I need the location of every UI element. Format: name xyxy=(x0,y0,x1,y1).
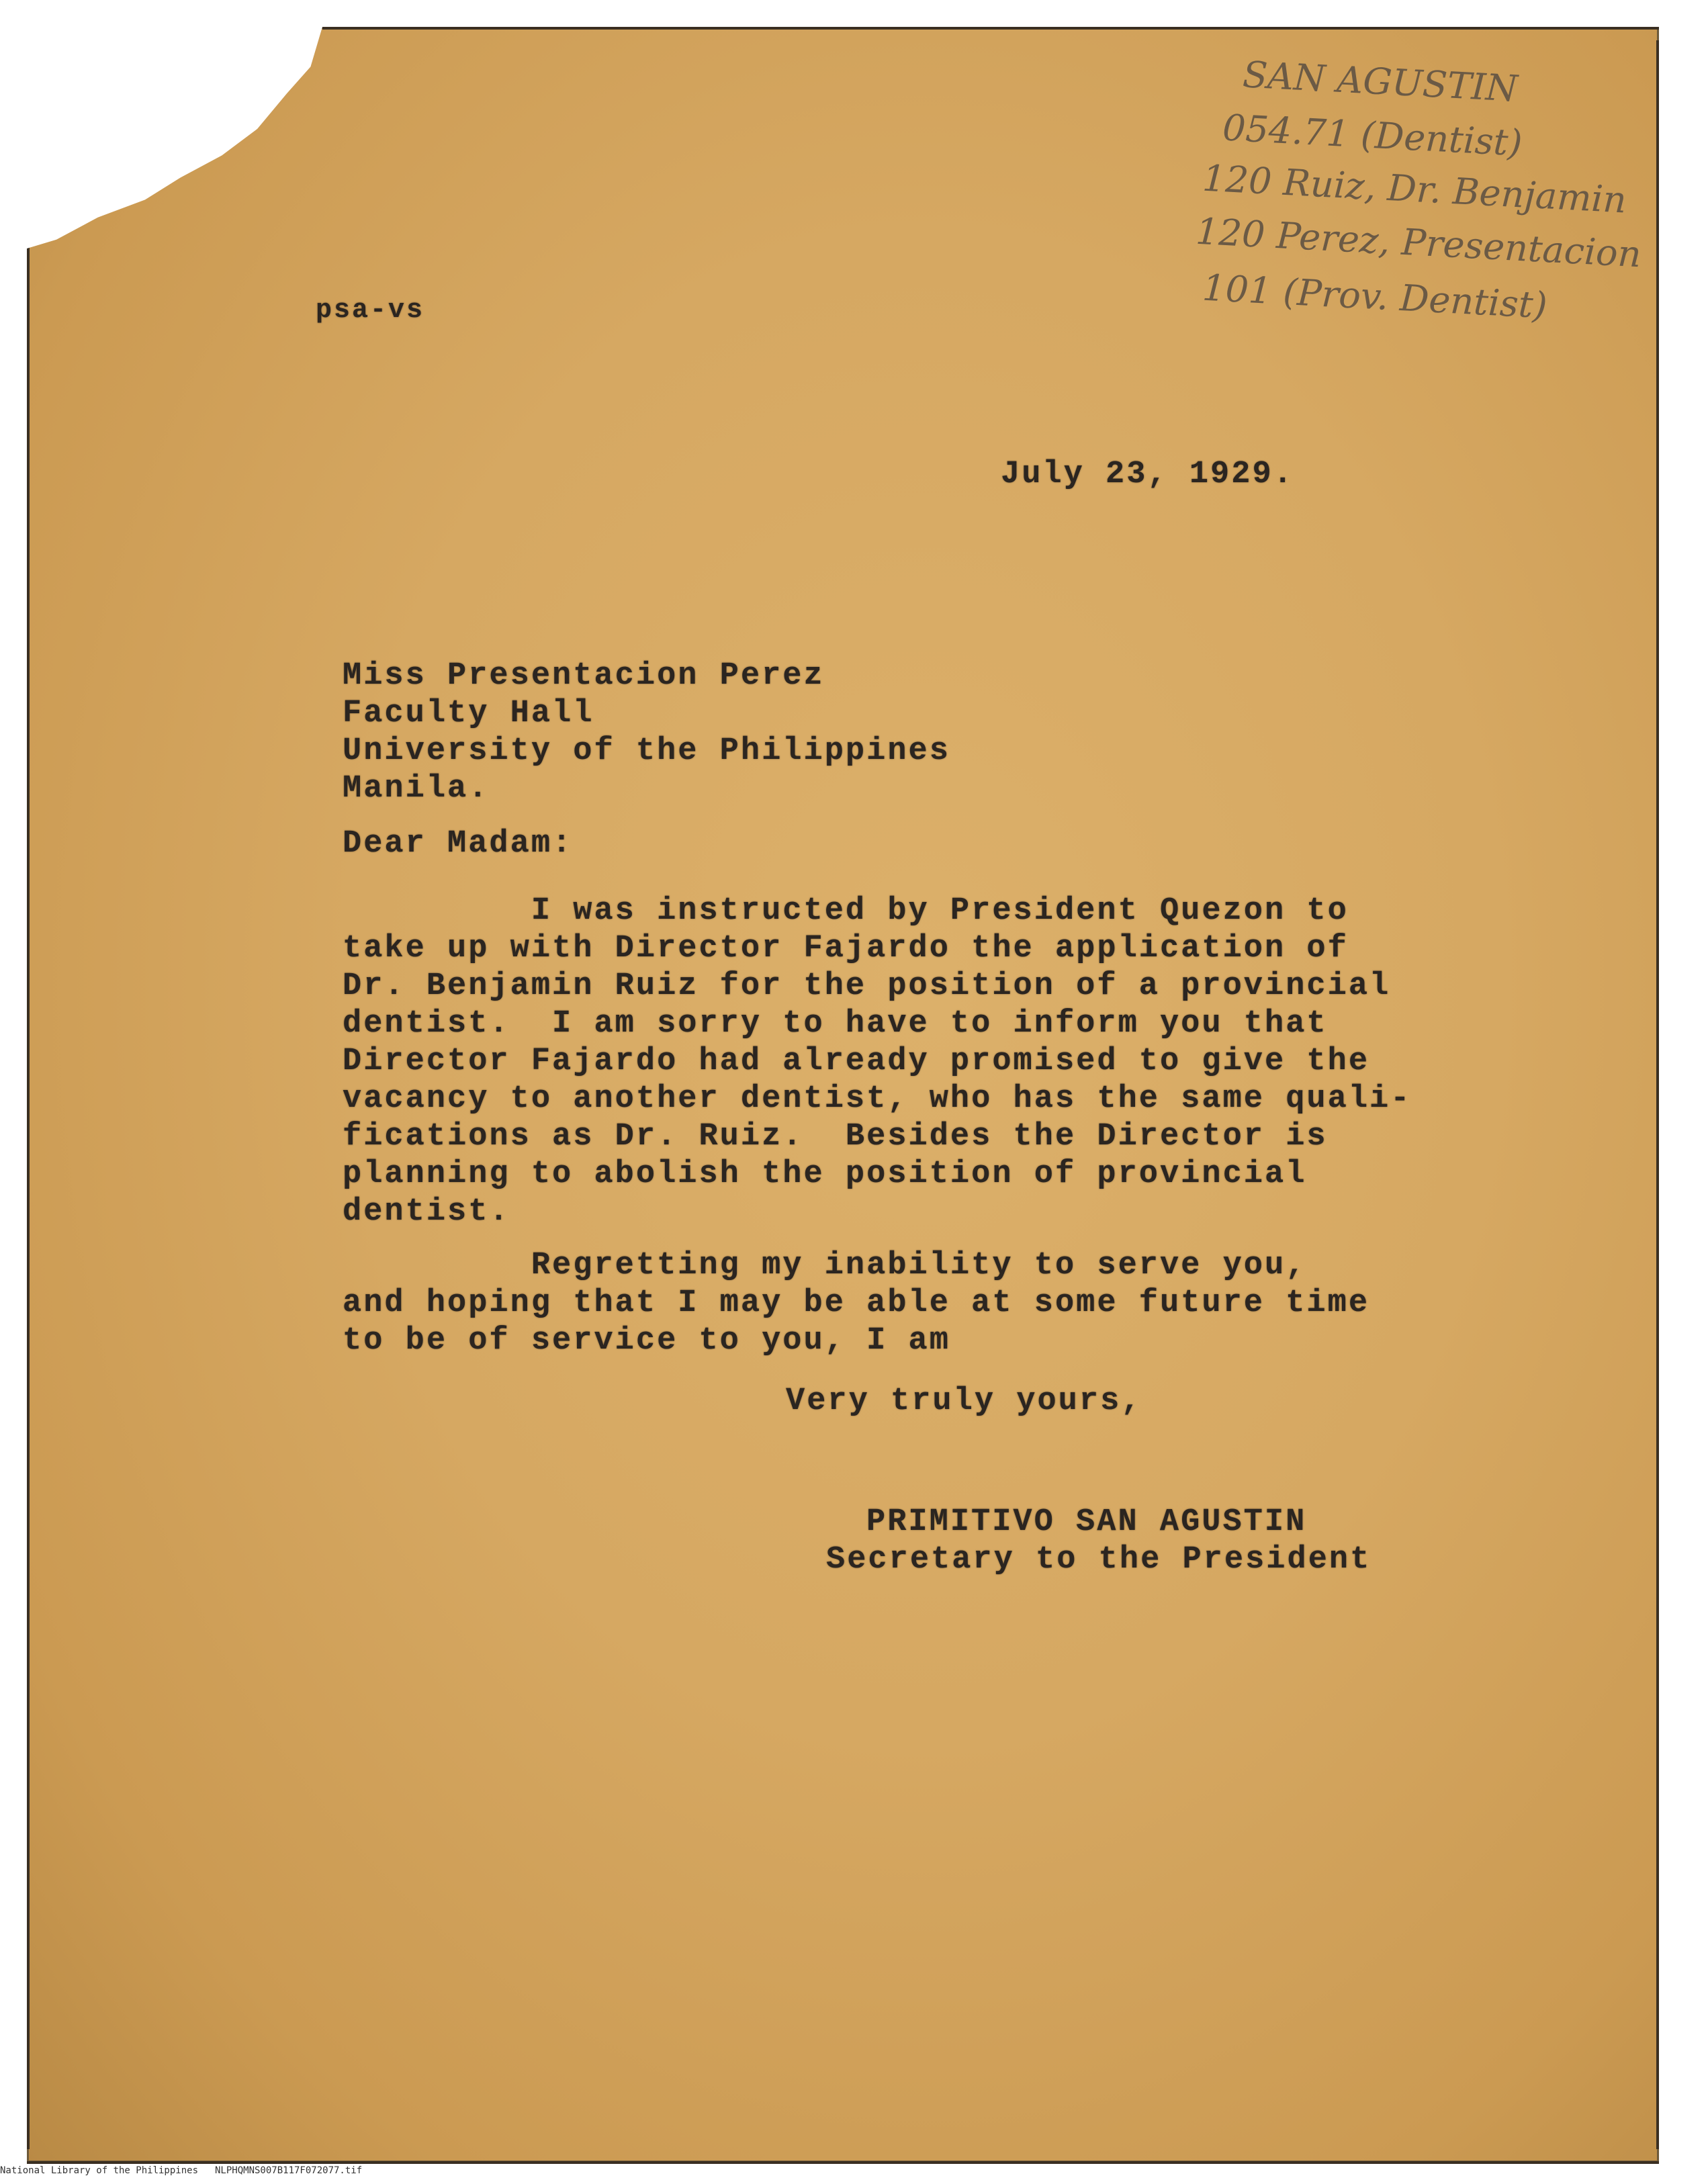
body-line: planning to abolish the position of provincial xyxy=(343,1156,1307,1192)
body-line: Dr. Benjamin Ruiz for the position of a provincial xyxy=(343,968,1391,1004)
handwritten-note-1: SAN AGUSTIN xyxy=(1241,53,1519,110)
body-line: vacancy to another dentist, who has the same quali- xyxy=(343,1081,1412,1117)
handwritten-note-4: 120 Perez, Presentacion xyxy=(1194,210,1643,276)
paper-edge-right xyxy=(1656,40,1659,2149)
paper-edge-bottom xyxy=(27,2161,1659,2164)
handwritten-note-5: 101 (Prov. Dentist) xyxy=(1201,266,1549,327)
recipient-line: Manila. xyxy=(343,771,490,807)
recipient-line: Faculty Hall xyxy=(343,696,594,731)
footer-file-id: NLPHQMNS007B117F072077.tif xyxy=(215,2165,363,2176)
signer-title: Secretary to the President xyxy=(826,1542,1372,1578)
body-line: Regretting my inability to serve you, xyxy=(343,1248,1307,1283)
recipient-line: University of the Philippines xyxy=(343,733,950,769)
paper-edge-top xyxy=(322,27,1659,30)
body-line: I was instructed by President Quezon to xyxy=(343,893,1349,929)
recipient-line: Miss Presentacion Perez xyxy=(343,658,825,694)
footer-library: National Library of the Philippines xyxy=(0,2165,199,2176)
signer-name: PRIMITIVO SAN AGUSTIN xyxy=(866,1504,1307,1540)
body-line: take up with Director Fajardo the application of xyxy=(343,931,1349,966)
closing: Very truly yours, xyxy=(786,1383,1142,1419)
body-line: fications as Dr. Ruiz. Besides the Director is xyxy=(343,1119,1328,1154)
handwritten-note-2: 054.71 (Dentist) xyxy=(1221,106,1524,165)
body-line: Director Fajardo had already promised to give the xyxy=(343,1044,1370,1079)
salutation: Dear Madam: xyxy=(343,826,574,862)
reference-initials: psa-vs xyxy=(316,296,425,326)
body-line: to be of service to you, I am xyxy=(343,1323,950,1359)
letter-date: July 23, 1929. xyxy=(1001,457,1294,492)
body-line: dentist. xyxy=(343,1194,510,1230)
body-line: and hoping that I may be able at some future time xyxy=(343,1285,1370,1321)
handwritten-note-3: 120 Ruiz, Dr. Benjamin xyxy=(1201,156,1628,222)
paper-edge-left xyxy=(27,201,30,2149)
body-line: dentist. I am sorry to have to inform you that xyxy=(343,1006,1328,1042)
